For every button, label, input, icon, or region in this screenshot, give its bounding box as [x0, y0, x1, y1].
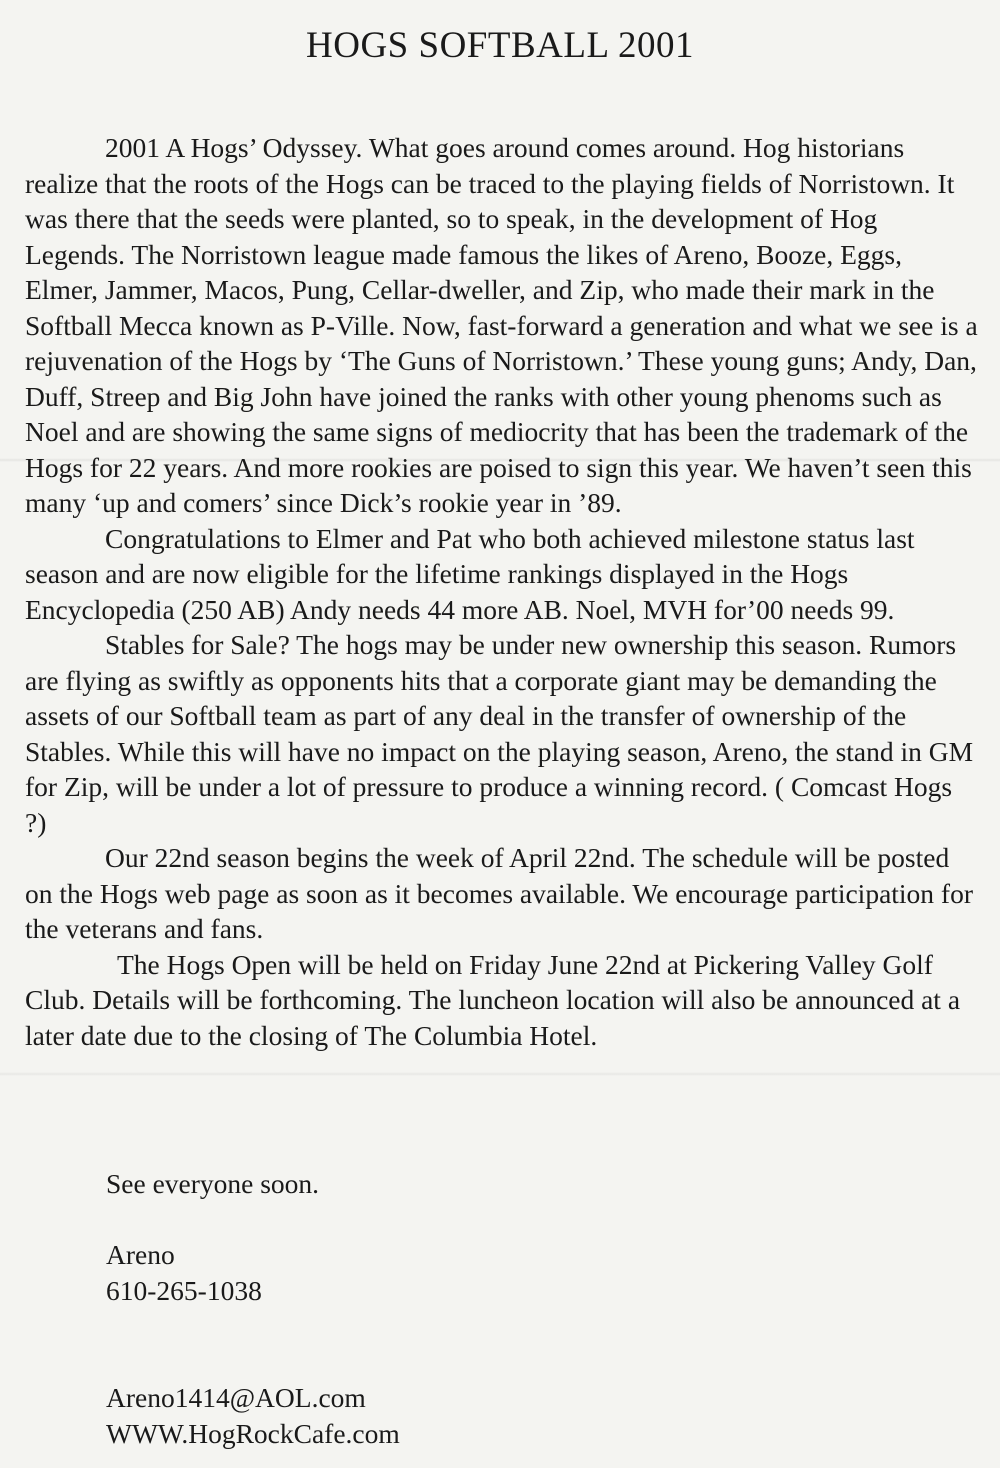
paragraph-hogs-open: The Hogs Open will be held on Friday June 22nd at Pickering Valley Golf Club. Details will be forthcoming. The luncheon location will also be announced at a later date due to the closing of The Columbia Hotel.	[25, 948, 961, 1051]
letter-body	[25, 130, 980, 1053]
paragraph-congratulations: Congratulations to Elmer and Pat who both achieved milestone status last season and are now eligible for the lifetime rankings displayed in the Hogs Encyclopedia (250 AB) Andy needs 44 more AB. Noel, MVH for’00 needs 99.	[25, 522, 915, 625]
paragraph-stables-for-sale: Stables for Sale? The hogs may be under new ownership this season. Rumors are flying as swiftly as opponents hits that a corporate giant may be demanding the assets of our Softball team as part of any deal in the transfer of ownership of the Stables. While this will have no impact on the playing season, Areno, the stand in GM for Zip, will be under a lot of pressure to produce a winning record. ( Comcast Hogs ?)	[25, 629, 974, 838]
contact-phone: 610-265-1038	[106, 1275, 262, 1306]
paragraph-season-start: Our 22nd season begins the week of April 22nd. The schedule will be posted on the Hogs web page as soon as it becomes available. We encourage participation for the veterans and fans.	[25, 842, 973, 944]
closing-line: See everyone soon.	[106, 1168, 320, 1199]
signature-name: Areno	[106, 1239, 175, 1270]
contact-website: WWW.HogRockCafe.com	[106, 1418, 400, 1449]
paragraph-odyssey: 2001 A Hogs’ Odyssey. What goes around comes around. Hog historians realize that the roots of the Hogs can be traced to the playing fields of Norristown. It was there that the seeds were planted, so to speak, in the development of Hog Legends. The Norristown league made famous the likes of Areno, Booze, Eggs, Elmer, Jammer, Macos, Pung, Cellar-dweller, and Zip, who made their mark in the Softball Mecca known as P-Ville. Now, fast-forward a generation and what we see is a rejuvenation of the Hogs by ‘The Guns of Norristown.’ These young guns; Andy, Dan, Duff, Streep and Big John have joined the ranks with other young phenoms such as Noel and are showing the same signs of mediocrity that has been the trademark of the Hogs for 22 years. And more rookies are poised to sign this year. We haven’t seen this many ‘up and comers’ since Dick’s rookie year in ’89.	[25, 132, 978, 518]
page-title: HOGS SOFTBALL 2001	[306, 25, 694, 66]
contact-email: Areno1414@AOL.com	[106, 1382, 366, 1413]
